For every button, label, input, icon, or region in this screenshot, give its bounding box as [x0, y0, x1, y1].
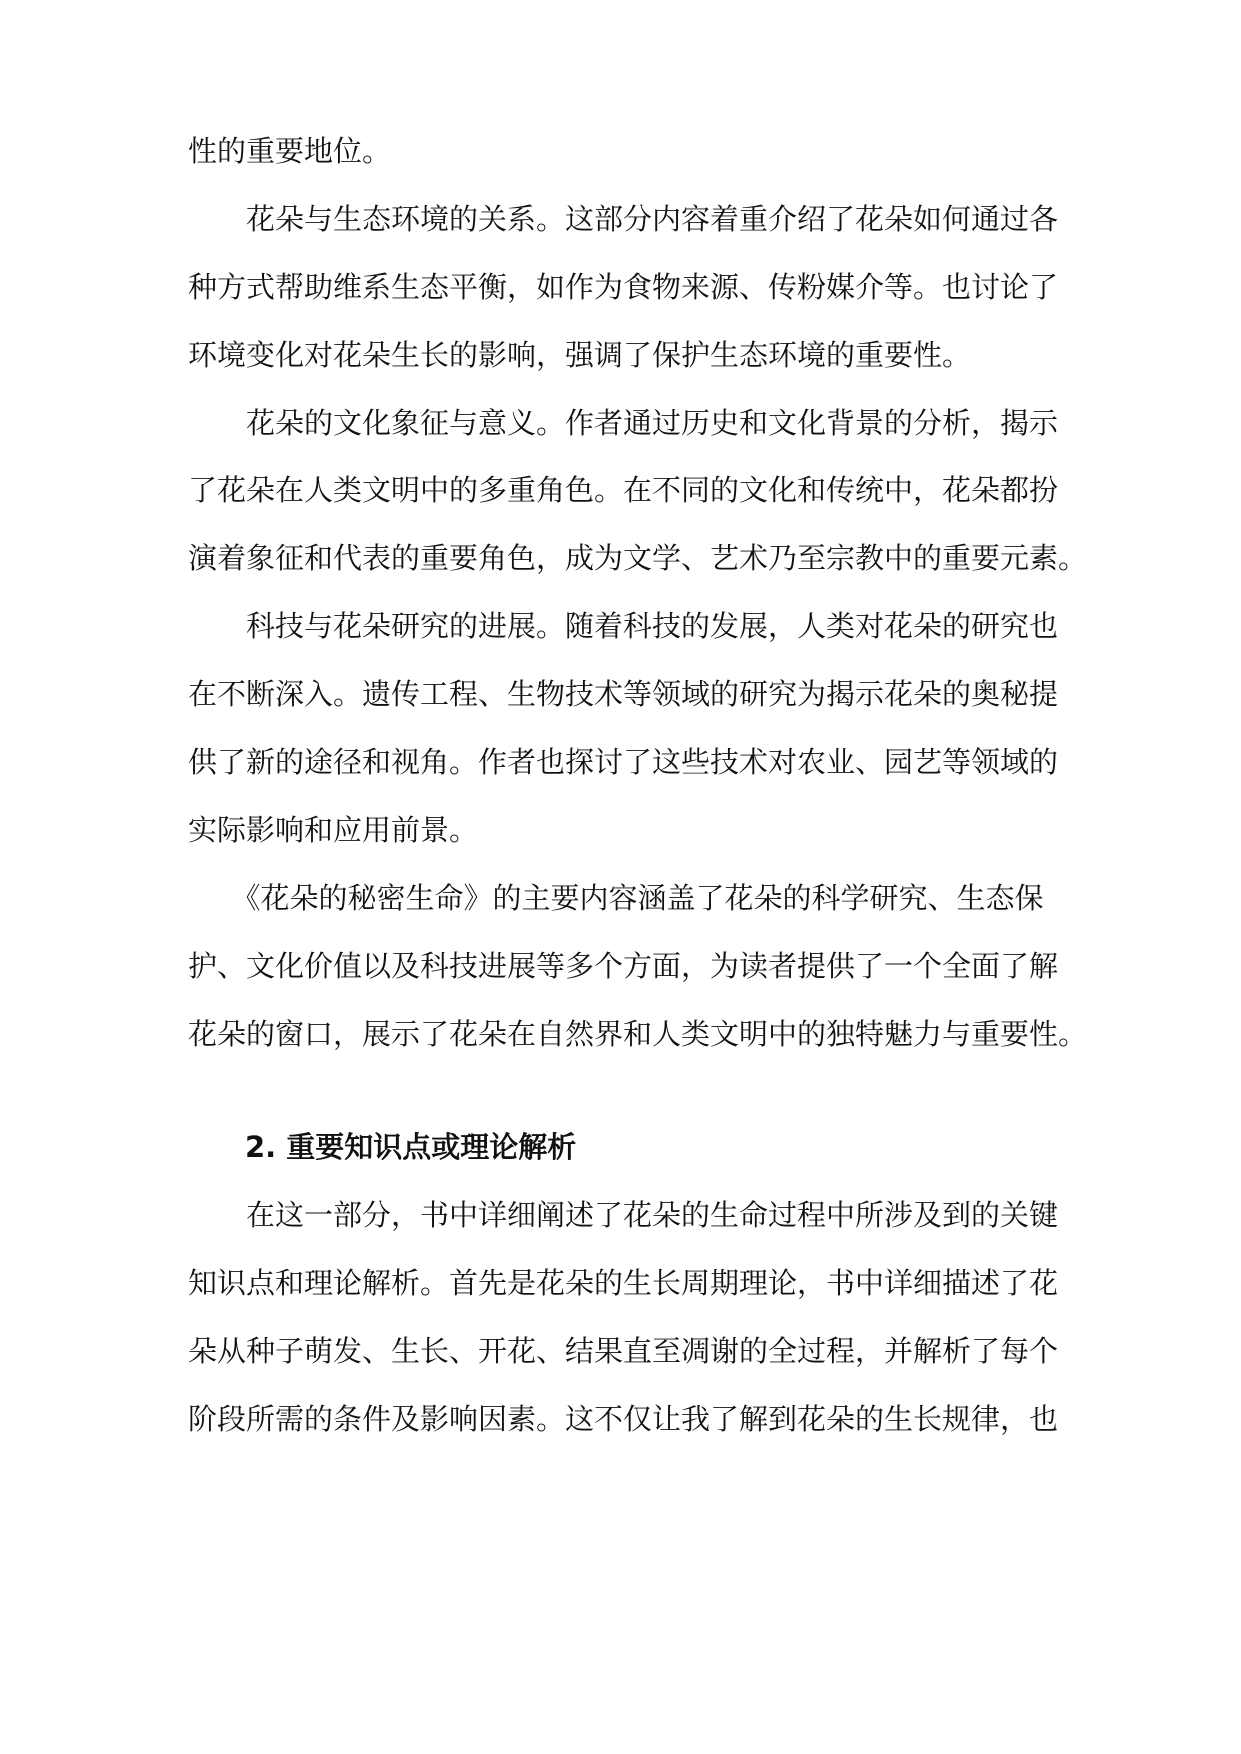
section-heading: 2. 重要知识点或理论解析 [245, 1130, 577, 1164]
text-line: 阶段所需的条件及影响因素。这不仅让我了解到花朵的生长规律，也 [188, 1402, 1059, 1436]
text-line: 在不断深入。遗传工程、生物技术等领域的研究为揭示花朵的奥秘提 [188, 677, 1059, 711]
text-line: 知识点和理论解析。首先是花朵的生长周期理论，书中详细描述了花 [188, 1266, 1059, 1300]
text-line: 护、文化价值以及科技进展等多个方面，为读者提供了一个全面了解 [188, 949, 1059, 983]
text-line: 性的重要地位。 [188, 134, 392, 168]
text-line: 科技与花朵研究的进展。随着科技的发展，人类对花朵的研究也 [188, 609, 1059, 643]
text-line: 演着象征和代表的重要角色，成为文学、艺术乃至宗教中的重要元素。 [188, 541, 1088, 575]
text-line: 花朵的窗口，展示了花朵在自然界和人类文明中的独特魅力与重要性。 [188, 1017, 1088, 1051]
text-line: 供了新的途径和视角。作者也探讨了这些技术对农业、园艺等领域的 [188, 745, 1059, 779]
text-line: 《花朵的秘密生命》的主要内容涵盖了花朵的科学研究、生态保 [188, 881, 1044, 915]
text-line: 实际影响和应用前景。 [188, 813, 479, 847]
text-line: 种方式帮助维系生态平衡，如作为食物来源、传粉媒介等。也讨论了 [188, 270, 1059, 304]
text-line: 了花朵在人类文明中的多重角色。在不同的文化和传统中，花朵都扮 [188, 473, 1059, 507]
text-line: 环境变化对花朵生长的影响，强调了保护生态环境的重要性。 [188, 338, 972, 372]
text-line: 在这一部分，书中详细阐述了花朵的生命过程中所涉及到的关键 [188, 1198, 1059, 1232]
text-line: 花朵与生态环境的关系。这部分内容着重介绍了花朵如何通过各 [188, 202, 1059, 236]
text-line: 花朵的文化象征与意义。作者通过历史和文化背景的分析，揭示 [188, 406, 1059, 440]
text-line: 朵从种子萌发、生长、开花、结果直至凋谢的全过程，并解析了每个 [188, 1334, 1059, 1368]
